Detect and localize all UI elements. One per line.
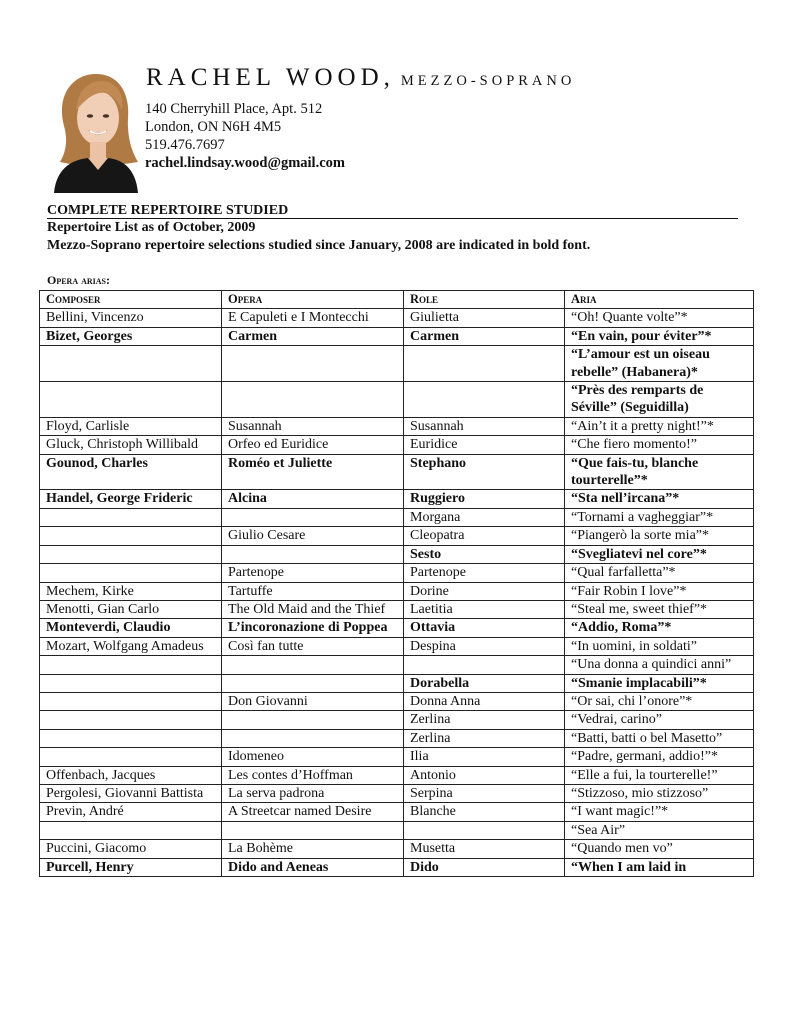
cell-composer: Monteverdi, Claudio bbox=[40, 619, 222, 637]
cell-opera: The Old Maid and the Thief bbox=[222, 600, 404, 618]
name-title-heading bbox=[146, 64, 575, 92]
cell-opera bbox=[222, 508, 404, 526]
table-row bbox=[40, 327, 754, 345]
cell-opera: A Streetcar named Desire bbox=[222, 803, 404, 821]
cell-opera bbox=[222, 382, 404, 418]
cell-opera bbox=[222, 656, 404, 674]
table-row bbox=[40, 309, 754, 327]
table-row bbox=[40, 803, 754, 821]
cell-role: Laetitia bbox=[404, 600, 565, 618]
bold-note: Mezzo-Soprano repertoire selections studied since January, 2008 are indicated in bold font. bbox=[47, 238, 591, 253]
table-row bbox=[40, 564, 754, 582]
cell-opera: Les contes d’Hoffman bbox=[222, 766, 404, 784]
cell-composer bbox=[40, 821, 222, 839]
cell-role: Blanche bbox=[404, 803, 565, 821]
cell-aria: “Quando men vo” bbox=[565, 840, 754, 858]
cell-role: Musetta bbox=[404, 840, 565, 858]
cell-opera: La serva padrona bbox=[222, 784, 404, 802]
cell-aria: “Sta nell’ircana”* bbox=[565, 490, 754, 508]
section-heading: COMPLETE REPERTOIRE STUDIED bbox=[47, 203, 738, 219]
table-row bbox=[40, 674, 754, 692]
table-row bbox=[40, 600, 754, 618]
cell-composer: Bizet, Georges bbox=[40, 327, 222, 345]
cell-aria: “When I am laid in bbox=[565, 858, 754, 876]
cell-composer bbox=[40, 564, 222, 582]
table-row bbox=[40, 490, 754, 508]
cell-role: Ruggiero bbox=[404, 490, 565, 508]
cell-aria: “Que fais-tu, blanche tourterelle”* bbox=[565, 454, 754, 490]
table-row bbox=[40, 711, 754, 729]
table-row bbox=[40, 382, 754, 418]
cell-aria: “Tornami a vagheggiar”* bbox=[565, 508, 754, 526]
cell-opera: Giulio Cesare bbox=[222, 527, 404, 545]
table-row bbox=[40, 582, 754, 600]
cell-composer: Bellini, Vincenzo bbox=[40, 309, 222, 327]
table-row bbox=[40, 784, 754, 802]
cell-composer: Gluck, Christoph Willibald bbox=[40, 436, 222, 454]
cell-composer: Mozart, Wolfgang Amadeus bbox=[40, 637, 222, 655]
cell-composer: Floyd, Carlisle bbox=[40, 417, 222, 435]
cell-opera: Partenope bbox=[222, 564, 404, 582]
cell-role bbox=[404, 656, 565, 674]
cell-role: Dorine bbox=[404, 582, 565, 600]
cell-role: Donna Anna bbox=[404, 692, 565, 710]
cell-opera: Dido and Aeneas bbox=[222, 858, 404, 876]
column-header-role: Role bbox=[404, 291, 565, 309]
cell-opera bbox=[222, 346, 404, 382]
cell-composer: Previn, André bbox=[40, 803, 222, 821]
cell-aria: “Sea Air” bbox=[565, 821, 754, 839]
cell-composer bbox=[40, 748, 222, 766]
table-row bbox=[40, 545, 754, 563]
cell-aria: “Ain’t it a pretty night!”* bbox=[565, 417, 754, 435]
cell-opera: L’incoronazione di Poppea bbox=[222, 619, 404, 637]
cell-composer: Pergolesi, Giovanni Battista bbox=[40, 784, 222, 802]
cell-aria: “Steal me, sweet thief”* bbox=[565, 600, 754, 618]
contact-block bbox=[145, 100, 345, 172]
cell-opera: Così fan tutte bbox=[222, 637, 404, 655]
cell-opera: Orfeo ed Euridice bbox=[222, 436, 404, 454]
cell-aria: “Près des remparts de Séville” (Seguidilla) bbox=[565, 382, 754, 418]
cell-role: Susannah bbox=[404, 417, 565, 435]
cell-opera: Tartuffe bbox=[222, 582, 404, 600]
column-header-aria: Aria bbox=[565, 291, 754, 309]
cell-role: Zerlina bbox=[404, 711, 565, 729]
cell-aria: “L’amour est un oiseau rebelle” (Habanera)* bbox=[565, 346, 754, 382]
table-row bbox=[40, 729, 754, 747]
table-row bbox=[40, 858, 754, 876]
cell-aria: “Vedrai, carino” bbox=[565, 711, 754, 729]
applicant-name: RACHEL WOOD, bbox=[146, 64, 395, 91]
cell-opera bbox=[222, 821, 404, 839]
cell-role: Carmen bbox=[404, 327, 565, 345]
cell-role: Euridice bbox=[404, 436, 565, 454]
cell-composer bbox=[40, 382, 222, 418]
column-header-composer: Composer bbox=[40, 291, 222, 309]
cell-opera: Idomeneo bbox=[222, 748, 404, 766]
cell-opera bbox=[222, 729, 404, 747]
cell-opera: E Capuleti e I Montecchi bbox=[222, 309, 404, 327]
table-header-row bbox=[40, 291, 754, 309]
cell-role bbox=[404, 382, 565, 418]
cell-composer bbox=[40, 674, 222, 692]
table-row bbox=[40, 637, 754, 655]
table-row bbox=[40, 619, 754, 637]
cell-role: Despina bbox=[404, 637, 565, 655]
cell-aria: “In uomini, in soldati” bbox=[565, 637, 754, 655]
subsection-heading: Opera arias: bbox=[47, 273, 111, 287]
cell-opera bbox=[222, 711, 404, 729]
cell-composer: Gounod, Charles bbox=[40, 454, 222, 490]
cell-aria: “Batti, batti o bel Masetto” bbox=[565, 729, 754, 747]
cell-composer: Mechem, Kirke bbox=[40, 582, 222, 600]
cell-aria: “Elle a fui, la tourterelle!” bbox=[565, 766, 754, 784]
table-row bbox=[40, 417, 754, 435]
cell-role: Partenope bbox=[404, 564, 565, 582]
cell-aria: “Una donna a quindici anni” bbox=[565, 656, 754, 674]
cell-composer: Menotti, Gian Carlo bbox=[40, 600, 222, 618]
table-row bbox=[40, 766, 754, 784]
column-header-opera: Opera bbox=[222, 291, 404, 309]
cell-role: Ottavia bbox=[404, 619, 565, 637]
cell-role: Serpina bbox=[404, 784, 565, 802]
table-row bbox=[40, 436, 754, 454]
cell-opera: La Bohème bbox=[222, 840, 404, 858]
table-row bbox=[40, 656, 754, 674]
cell-role: Antonio bbox=[404, 766, 565, 784]
table-row bbox=[40, 748, 754, 766]
profile-photo bbox=[50, 66, 140, 193]
repertoire-table bbox=[39, 290, 754, 877]
cell-role: Stephano bbox=[404, 454, 565, 490]
table-row bbox=[40, 840, 754, 858]
table-row bbox=[40, 692, 754, 710]
list-date: Repertoire List as of October, 2009 bbox=[47, 220, 256, 235]
cell-aria: “Che fiero momento!” bbox=[565, 436, 754, 454]
cell-aria: “Padre, germani, addio!”* bbox=[565, 748, 754, 766]
cell-composer bbox=[40, 692, 222, 710]
cell-composer: Offenbach, Jacques bbox=[40, 766, 222, 784]
cell-opera: Carmen bbox=[222, 327, 404, 345]
cell-aria: “Stizzoso, mio stizzoso” bbox=[565, 784, 754, 802]
cell-composer bbox=[40, 656, 222, 674]
cell-aria: “Or sai, chi l’onore”* bbox=[565, 692, 754, 710]
phone-number: 519.476.7697 bbox=[145, 137, 225, 153]
cell-role: Morgana bbox=[404, 508, 565, 526]
cell-role: Dorabella bbox=[404, 674, 565, 692]
cell-composer bbox=[40, 527, 222, 545]
cell-composer bbox=[40, 346, 222, 382]
cell-role: Dido bbox=[404, 858, 565, 876]
cell-role: Giulietta bbox=[404, 309, 565, 327]
table-row bbox=[40, 821, 754, 839]
cell-aria: “Piangerò la sorte mia”* bbox=[565, 527, 754, 545]
cell-opera: Alcina bbox=[222, 490, 404, 508]
address-line-2: London, ON N6H 4M5 bbox=[145, 119, 282, 135]
table-row bbox=[40, 508, 754, 526]
cell-opera bbox=[222, 674, 404, 692]
cell-role: Ilia bbox=[404, 748, 565, 766]
cell-aria: “Smanie implacabili”* bbox=[565, 674, 754, 692]
cell-opera: Susannah bbox=[222, 417, 404, 435]
voice-type: MEZZO-SOPRANO bbox=[400, 73, 576, 89]
cell-aria: “I want magic!”* bbox=[565, 803, 754, 821]
cell-role bbox=[404, 346, 565, 382]
cell-composer bbox=[40, 729, 222, 747]
table-row bbox=[40, 454, 754, 490]
cell-role bbox=[404, 821, 565, 839]
cell-composer: Purcell, Henry bbox=[40, 858, 222, 876]
table-body bbox=[40, 309, 754, 877]
cell-role: Sesto bbox=[404, 545, 565, 563]
cell-composer: Handel, George Frideric bbox=[40, 490, 222, 508]
cell-aria: “Fair Robin I love”* bbox=[565, 582, 754, 600]
cell-aria: “Oh! Quante volte”* bbox=[565, 309, 754, 327]
cell-aria: “En vain, pour éviter”* bbox=[565, 327, 754, 345]
cell-aria: “Qual farfalletta”* bbox=[565, 564, 754, 582]
cell-composer bbox=[40, 711, 222, 729]
cell-role: Cleopatra bbox=[404, 527, 565, 545]
cell-opera bbox=[222, 545, 404, 563]
cell-opera: Don Giovanni bbox=[222, 692, 404, 710]
table-row bbox=[40, 527, 754, 545]
table-row bbox=[40, 346, 754, 382]
cell-composer: Puccini, Giacomo bbox=[40, 840, 222, 858]
cell-aria: “Addio, Roma”* bbox=[565, 619, 754, 637]
cell-composer bbox=[40, 545, 222, 563]
address-line-1: 140 Cherryhill Place, Apt. 512 bbox=[145, 101, 323, 117]
cell-composer bbox=[40, 508, 222, 526]
email-address: rachel.lindsay.wood@gmail.com bbox=[145, 155, 345, 171]
cell-aria: “Svegliatevi nel core”* bbox=[565, 545, 754, 563]
cell-opera: Roméo et Juliette bbox=[222, 454, 404, 490]
cell-role: Zerlina bbox=[404, 729, 565, 747]
